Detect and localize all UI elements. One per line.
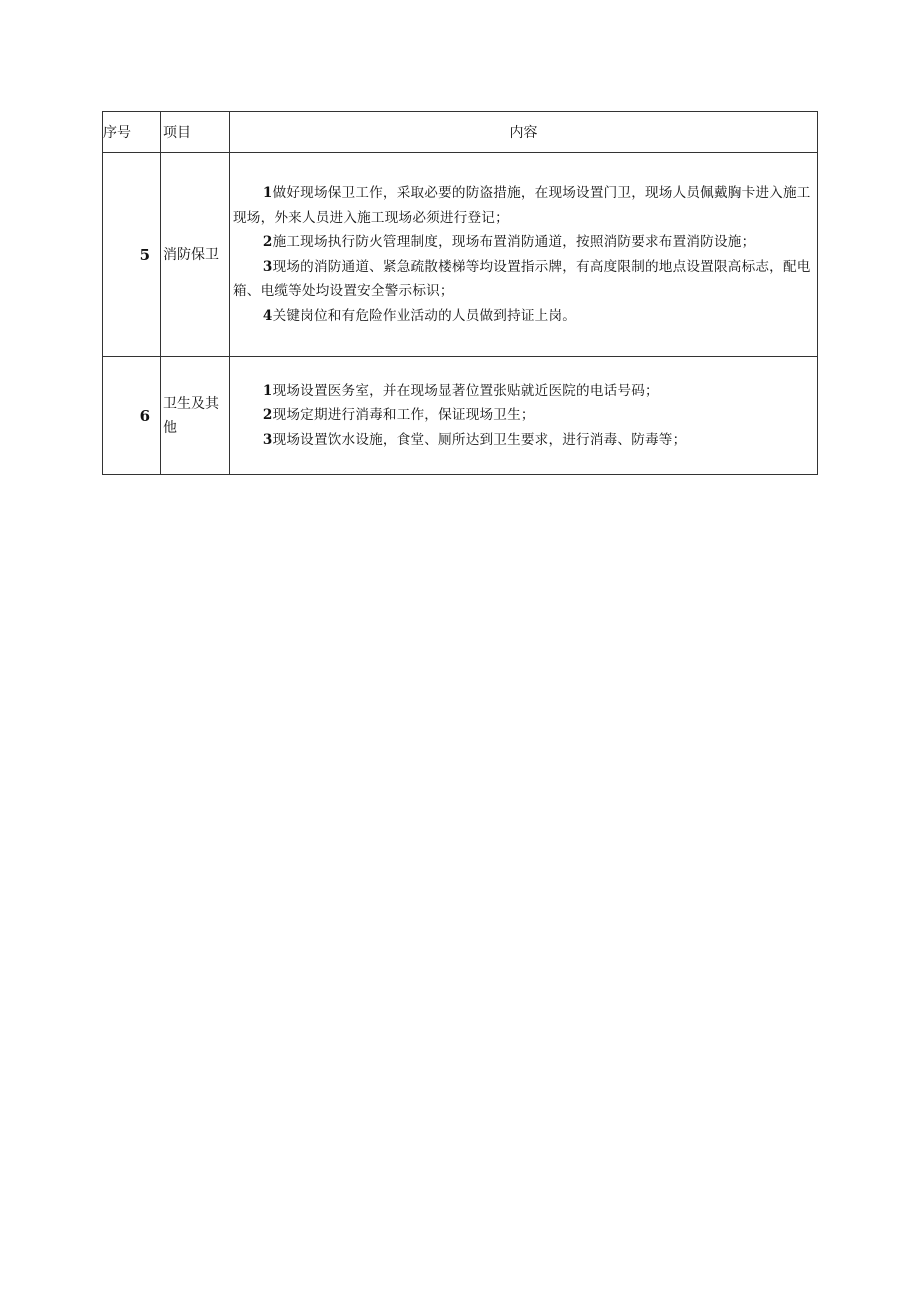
paragraph-text: 现场定期进行消毒和工作，保证现场卫生； — [272, 407, 535, 424]
content-paragraph — [233, 255, 815, 304]
paragraph-number: 3 — [262, 258, 273, 275]
paragraph-number: 4 — [262, 307, 273, 324]
paragraph-number: 3 — [262, 431, 273, 448]
content-paragraph — [233, 403, 815, 428]
table-header-row — [103, 112, 818, 153]
row-content — [230, 357, 818, 475]
paragraph-number: 2 — [262, 234, 273, 250]
paragraph-text: 现场设置饮水设施，食堂、厕所达到卫生要求，进行消毒、防毒等； — [272, 431, 687, 448]
table-row — [103, 153, 818, 357]
header-no: 序号 — [103, 112, 161, 153]
table-row — [103, 357, 818, 475]
row-content — [230, 153, 818, 357]
header-item: 项目 — [161, 112, 230, 153]
content-paragraph — [233, 428, 815, 453]
row-item: 消防保卫 — [161, 153, 230, 357]
paragraph-text: 现场设置医务室，并在现场显著位置张贴就近医院的电话号码； — [272, 382, 659, 399]
content-paragraph — [233, 230, 815, 255]
content-paragraph — [233, 304, 815, 329]
paragraph-text: 现场的消防通道、紧急疏散楼梯等均设置指示牌，有高度限制的地点设置限高标志，配电箱、电缆等处均设置安全警示标识； — [233, 258, 811, 299]
paragraph-text: 关键岗位和有危险作业活动的人员做到持证上岗。 — [272, 307, 577, 324]
header-content: 内容 — [230, 112, 818, 153]
content-paragraph — [233, 181, 815, 230]
row-number: 5 — [103, 153, 161, 357]
paragraph-number: 1 — [262, 382, 273, 399]
content-paragraph — [233, 379, 815, 404]
row-item: 卫生及其他 — [161, 357, 230, 475]
paragraph-number: 2 — [262, 407, 273, 424]
measures-table — [102, 111, 818, 475]
paragraph-text: 做好现场保卫工作，采取必要的防盗措施，在现场设置门卫，现场人员佩戴胸卡进入施工现场，外来人员进入施工现场必须进行登记； — [233, 185, 811, 226]
row-number: 6 — [103, 357, 161, 475]
paragraph-text: 施工现场执行防火管理制度，现场布置消防通道，按照消防要求布置消防设施； — [272, 234, 756, 250]
paragraph-number: 1 — [262, 185, 273, 201]
